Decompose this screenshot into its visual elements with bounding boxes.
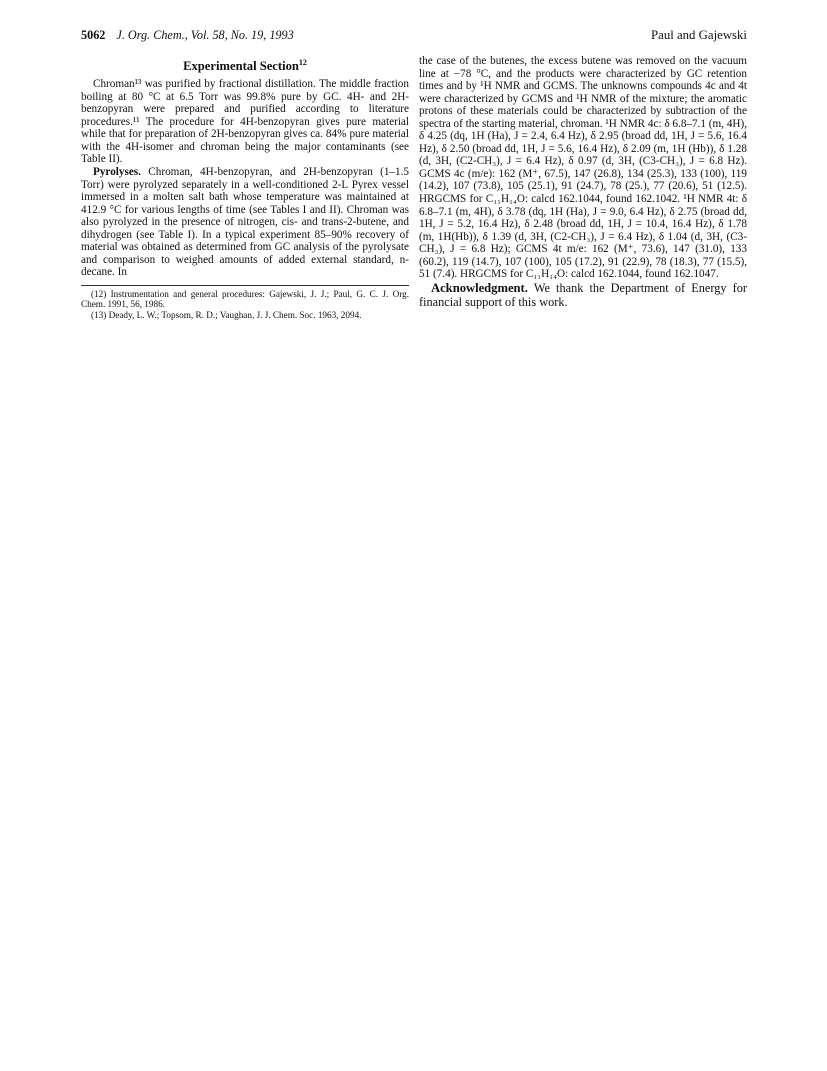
- footnote-13: (13) Deady, L. W.; Topsom, R. D.; Vaughan, J. J. Chem. Soc. 1963, 2094.: [91, 309, 362, 320]
- header-authors: Paul and Gajewski: [651, 28, 747, 42]
- acknowledgment-heading: Acknowledgment.: [431, 280, 528, 295]
- pyrolyses-text-left: Chroman, 4H-benzopyran, and 2H-benzopyran (1–1.5 Torr) were pyrolyzed separately in a well-conditioned 2-L Pyrex vessel immersed in a molten salt bath whose temperature was maintained at 412.9 °C for various lengths of time (see Tables I and II). Chroman was also pyrolyzed in the presence of nitrogen, cis- and trans-2-butene, and dihydrogen (see Table I). In a typical experiment 85–90% recovery of material was obtained as determined from GC analysis of the pyrolysate and comparison to weighed amounts of added external standard, n-decane. In: [81, 166, 410, 279]
- pyrolyses-text-right: the case of the butenes, the excess butene was removed on the vacuum line at −78 °C, and the products were characterized by GC retention times and by ¹H NMR and GCMS. The unknowns compounds 4c and 4t were characterized by GCMS and ¹H NMR of the mixture; the aromatic protons of these materials could be characterized by subtraction of the spectra of the starting material, chroman. ¹H NMR 4c: δ 6.8–7.1 (m, 4H), δ 4.25 (dq, 1H (Ha), J = 2.4, 6.4 Hz), δ 2.95 (broad dd, 1H, J = 5.6, 16.4 Hz), δ 2.50 (broad dd, 1H, J = 5.6, 16.4 Hz), δ 2.09 (m, 1H (Hb)), δ 1.28 (d, 3H, (C2-CH₃), J = 6.4 Hz), δ 0.97 (d, 3H, (C3-CH₃), J = 6.8 Hz). GCMS 4c (m/e): 162 (M⁺, 67.5), 147 (26.8), 134 (25.3), 133 (100), 119 (14.2), 107 (73.8), 105 (25.1), 91 (24.7), 78 (25.), 77 (20.6), 51 (12.5). HRGCMS for C₁₁H₁₄O: calcd 162.1044, found 162.1042. ¹H NMR 4t: δ 6.8–7.1 (m, 4H), δ 3.78 (dq, 1H (Ha), J = 9.0, 6.4 Hz), δ 2.75 (broad dd, 1H, J = 5.2, 16.4 Hz), δ 2.48 (broad dd, 1H, J = 10.4, 16.4 Hz), δ 1.78 (m, 1H(Hb)), δ 1.39 (d, 3H, (C2-CH₃), J = 6.4 Hz), δ 1.04 (d, 3H, (C3-CH₃), J = 6.8 Hz); GCMS 4t m/e: 162 (M⁺, 73.6), 147 (31.0), 133 (60.2), 119 (14.7), 107 (100), 105 (17.2), 91 (22.9), 78 (18.3), 77 (15.5), 51 (7.4). HRGCMS for C₁₁H₁₄O: calcd 162.1044, found 162.1047.: [419, 55, 748, 281]
- page-number: 5062: [81, 28, 106, 42]
- footnotes: [81, 285, 409, 320]
- acknowledgment: [419, 281, 747, 309]
- right-column: [419, 55, 747, 309]
- section-title: [81, 55, 409, 74]
- pyrolyses-heading: Pyrolyses.: [93, 166, 141, 179]
- journal-citation: J. Org. Chem., Vol. 58, No. 19, 1993: [116, 28, 294, 42]
- left-column: [81, 55, 409, 320]
- section-title-ref: 12: [298, 58, 307, 67]
- header-left: [81, 28, 294, 42]
- paragraph-pyrolyses-left: [81, 166, 409, 279]
- footnote-12: (12) Instrumentation and general procedures: Gajewski, J. J.; Paul, G. C. J. Org. Chem. 1991, 56, 1986.: [81, 288, 409, 310]
- section-title-text: Experimental Section: [183, 59, 299, 74]
- paragraph-materials: Chroman¹³ was purified by fractional distillation. The middle fraction boiling at 80 °C at 6.5 Torr was 99.8% pure by GC. 4H- and 2H-benzopyran were prepared and purified according to literature procedures.¹¹ The procedure for 4H-benzopyran gives pure material while that for preparation of 2H-benzopyran gives ca. 84% pure material with the 4H-isomer and chroman being the major contaminants (see Table II).: [81, 78, 409, 166]
- acknowledgment-text: We thank the Department of Energy for financial support of this work.: [419, 280, 747, 309]
- paragraph-pyrolyses-right: [419, 55, 747, 281]
